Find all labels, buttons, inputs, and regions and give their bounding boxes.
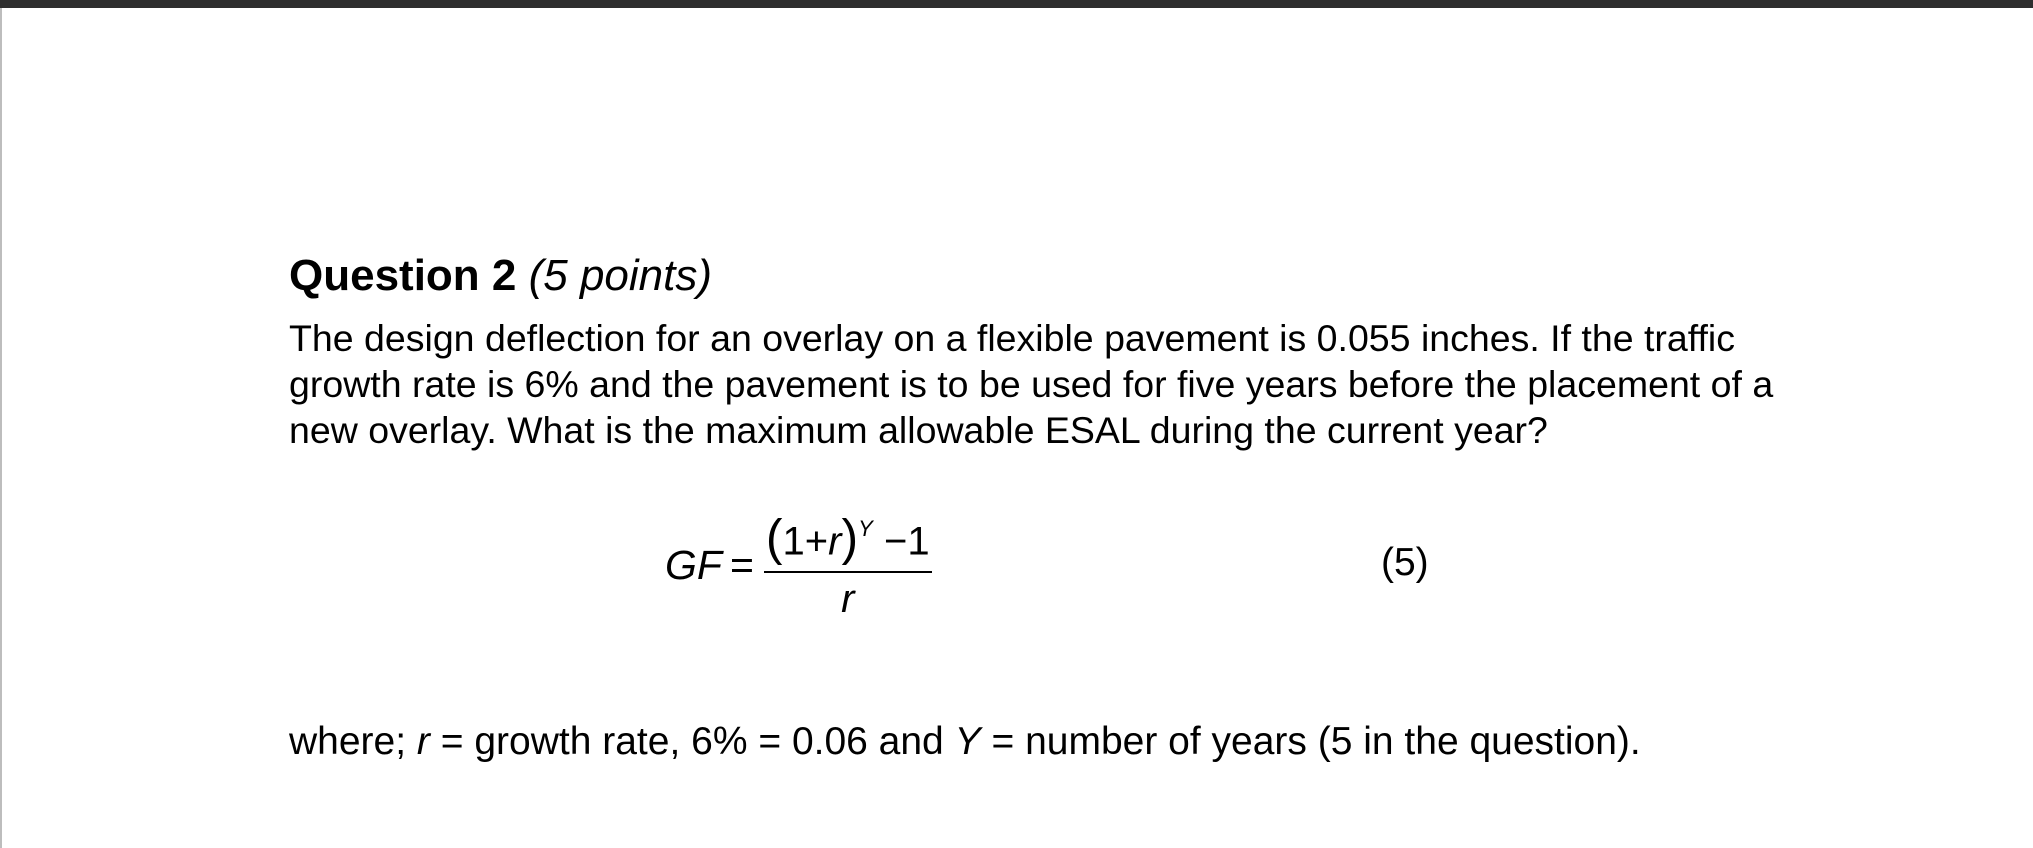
numerator-plus: +: [804, 519, 829, 564]
where-r-text: = growth rate, 6% = 0.06 and: [440, 720, 944, 763]
window-top-bar: [0, 0, 2033, 8]
question-heading: [289, 245, 1949, 307]
numerator-one: 1: [782, 519, 805, 564]
page-left-edge: [0, 8, 2, 848]
equation-number: (5): [1381, 541, 1429, 584]
question-title: Question 2: [289, 251, 517, 300]
equation-numerator: $(1+r)^Y -1$: [765, 509, 930, 566]
question-content: [289, 245, 1949, 655]
question-points: (5 points): [528, 251, 713, 300]
equation-lhs: GF: [665, 541, 722, 588]
growth-factor-equation: [665, 505, 932, 625]
equation-denominator: r: [841, 577, 855, 622]
numerator-r: r: [828, 519, 842, 564]
numerator-exponent: Y: [858, 515, 873, 541]
where-y-text: = number of years (5 in the question).: [991, 720, 1641, 763]
where-definition: [289, 720, 1641, 764]
where-prefix: where;: [289, 720, 407, 763]
equation-equals: =: [729, 541, 754, 588]
equation-fraction: [764, 505, 932, 625]
where-y-symbol: Y: [954, 720, 981, 763]
numerator-minus-one: −1: [883, 519, 930, 564]
where-r-symbol: r: [416, 720, 430, 763]
equation-row: [289, 505, 1949, 655]
question-body: The design deflection for an overlay on a flexible pavement is 0.055 inches. If the traffic growth rate is 6% and the pavement is to be used for five years before the placement of a new overlay. What is the maximum allowable ESAL during the current year?: [289, 317, 1774, 451]
